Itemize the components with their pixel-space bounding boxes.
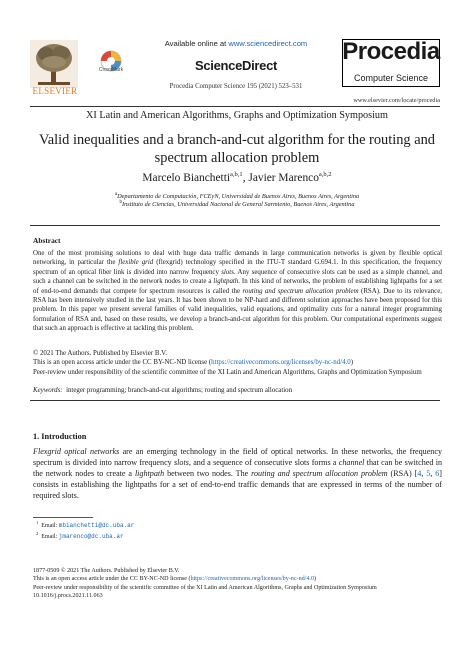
paper-title: Valid inequalities and a branch-and-cut algorithm for the routing and spectrum allocation problem bbox=[38, 132, 435, 166]
publisher-footer bbox=[33, 567, 443, 600]
copyright-line: © 2021 The Authors. Published by Elsevier B.V. bbox=[33, 350, 167, 357]
body-text: (RSA). Due to its relevance, RSA has been intensively studied in the last years. It has been shown to be NP-hard and different solution approaches have been proposed for this problem. In this paper we present several families of valid inequalities, valid equations, and optimality cuts for a natural integer programming formulation of RSA and, based on these results, we develop a branch-and-cut algorithm for this problem. Our computational experiments suggest that such an approach is effective at tackling this problem. bbox=[33, 287, 443, 333]
journal-url[interactable]: www.elsevier.com/locate/procedia bbox=[353, 97, 440, 104]
body-text: . In this kind of networks, the problem of establishing lightpaths for a set of end-to-end demands that compete for spectrum resources is called the bbox=[33, 278, 442, 295]
body-text: are an emerging technology in the field of optical networks. In these networks, the frequency spectrum is divided into narrow frequency bbox=[33, 447, 442, 467]
emphasized-text: channel bbox=[338, 457, 365, 467]
introduction-heading: 1. Introduction bbox=[33, 432, 87, 441]
affiliation-text: Instituto de Ciencias, Universidad Nacional de General Sarmiento, Buenos Aires, Argentina bbox=[122, 201, 355, 209]
available-online-line bbox=[140, 39, 332, 48]
sciencedirect-wordmark: ScienceDirect bbox=[194, 58, 278, 73]
journal-reference: Procedia Computer Science 195 (2021) 523–531 bbox=[169, 83, 303, 90]
issn-line: 1877-0509 © 2021 The Authors. Published by Elsevier B.V. bbox=[33, 568, 180, 574]
elsevier-wordmark: ELSEVIER bbox=[32, 86, 78, 96]
emphasized-text: slots bbox=[221, 268, 234, 276]
footnote-marker: 1 bbox=[36, 520, 39, 525]
body-text: , and a sequence of consecutive slots forms a bbox=[188, 457, 339, 467]
keywords-divider bbox=[30, 400, 440, 401]
body-text: ] consists in establishing the lightpaths for a set of end-to-end traffic demands that are expressed in terms of the number of required slots. bbox=[33, 468, 442, 500]
crossmark-icon[interactable] bbox=[96, 44, 126, 80]
footer-license-link[interactable]: https://creativecommons.org/licenses/by-nc-nd/4.0 bbox=[190, 576, 314, 583]
footnote-label: Email: bbox=[41, 523, 59, 529]
footnote-marker: 2 bbox=[36, 531, 39, 536]
body-text: (RSA) [ bbox=[387, 468, 418, 478]
author-affiliation-marker: a,b,2 bbox=[318, 171, 332, 178]
introduction-body bbox=[33, 447, 442, 502]
affiliation bbox=[30, 192, 444, 200]
citation-link[interactable]: 6 bbox=[435, 468, 440, 478]
citation-link[interactable]: 5 bbox=[426, 468, 431, 478]
footer-peer-review-line: Peer-review under responsibility of the scientific committee of the XI Latin and American Algorithms, Graphs and Optimization Symposium bbox=[33, 584, 377, 591]
procedia-logo-title: Procedia bbox=[342, 38, 440, 65]
abstract-top-divider bbox=[30, 225, 440, 226]
available-prefix: Available online at bbox=[164, 39, 229, 48]
elsevier-tree-logo bbox=[30, 40, 78, 88]
license-prefix: This is an open access article under the CC BY-NC-ND license ( bbox=[33, 359, 212, 367]
author-name: Javier Marenco bbox=[248, 171, 319, 184]
emphasized-text: Flexgrid optical networks bbox=[33, 447, 120, 456]
body-text: (flexgrid) technology specified in the ITU-T standard G.694.1. In this specification, the frequency spectrum of an optical fiber link is divided into narrow frequency bbox=[33, 259, 442, 276]
author-name: Marcelo Bianchetti bbox=[142, 171, 231, 184]
body-text: that can be switched in the network nodes to create a bbox=[33, 457, 442, 478]
email-link[interactable]: mbianchetti@dc.uba.ar bbox=[58, 522, 135, 529]
body-text: . Any sequence of consecutive slots can be used as a simple channel, and such a channel can be switched in the network nodes to create a bbox=[33, 268, 442, 286]
affiliation bbox=[30, 200, 444, 208]
citation-link[interactable]: 4 bbox=[417, 468, 422, 478]
affiliation-text: Departamento de Computación, FCEyN, Universidad de Buenos Aires, Buenos Aires, Argentina bbox=[117, 193, 360, 201]
keywords-label: Keywords: bbox=[33, 387, 63, 394]
body-text: between two nodes. The bbox=[164, 468, 252, 478]
body-text: , bbox=[421, 468, 427, 478]
sciencedirect-link[interactable]: www.sciencedirect.com bbox=[228, 39, 308, 48]
footnote bbox=[36, 531, 124, 540]
license-link[interactable]: https://creativecommons.org/licenses/by-nc-nd/4.0 bbox=[211, 359, 351, 367]
emphasized-text: lightpath bbox=[134, 468, 165, 478]
crossmark-label: CrossMark bbox=[98, 67, 124, 73]
affiliation-marker: b bbox=[119, 200, 123, 205]
peer-review-line: Peer-review under responsibility of the scientific committee of the XI Latin and American Algorithms, Graphs and Optimization Symposium bbox=[33, 368, 422, 376]
emphasized-text: routing and spectrum allocation problem bbox=[242, 287, 359, 295]
footer-license-prefix: This is an open access article under the CC BY-NC-ND license ( bbox=[33, 576, 191, 583]
license-line bbox=[33, 358, 442, 367]
footer-license-suffix: ) bbox=[314, 576, 317, 583]
keywords-list: integer programming; branch-and-cut algorithms; routing and spectrum allocation bbox=[66, 387, 293, 394]
emphasized-text: lightpath bbox=[213, 278, 239, 286]
author-affiliation-marker: a,b,1 bbox=[230, 171, 243, 178]
symposium-name: XI Latin and American Algorithms, Graphs and Optimization Symposium bbox=[86, 110, 388, 121]
author-list: Marcelo Bianchetti$^{a,b,1}$, Javier Marenco$^{a,b,2}$ bbox=[142, 171, 332, 184]
keywords-line bbox=[33, 386, 442, 395]
footnote-divider bbox=[33, 517, 93, 518]
body-text: One of the most promising solutions to deal with huge data traffic demands in large communication networks is given by flexible optical networking, in particular the bbox=[33, 250, 442, 267]
abstract-heading: Abstract bbox=[33, 236, 61, 245]
emphasized-text: flexible grid bbox=[118, 259, 154, 267]
footnote bbox=[36, 520, 134, 529]
abstract-body bbox=[33, 249, 442, 334]
emphasized-text: routing and spectrum allocation problem bbox=[251, 468, 388, 478]
body-text: , bbox=[430, 468, 436, 478]
procedia-logo-subtitle: Computer Science bbox=[353, 73, 429, 83]
license-suffix: ) bbox=[350, 359, 354, 367]
affiliation-marker: a bbox=[114, 192, 118, 197]
header-divider bbox=[30, 106, 440, 107]
emphasized-text: slots bbox=[174, 457, 189, 467]
email-link[interactable]: jmarenco@dc.uba.ar bbox=[58, 533, 124, 540]
footnote-label: Email: bbox=[41, 534, 59, 540]
footer-license-line bbox=[33, 575, 443, 583]
doi-line[interactable]: 10.1016/j.procs.2021.11.063 bbox=[33, 592, 103, 599]
copyright-block bbox=[33, 349, 442, 377]
